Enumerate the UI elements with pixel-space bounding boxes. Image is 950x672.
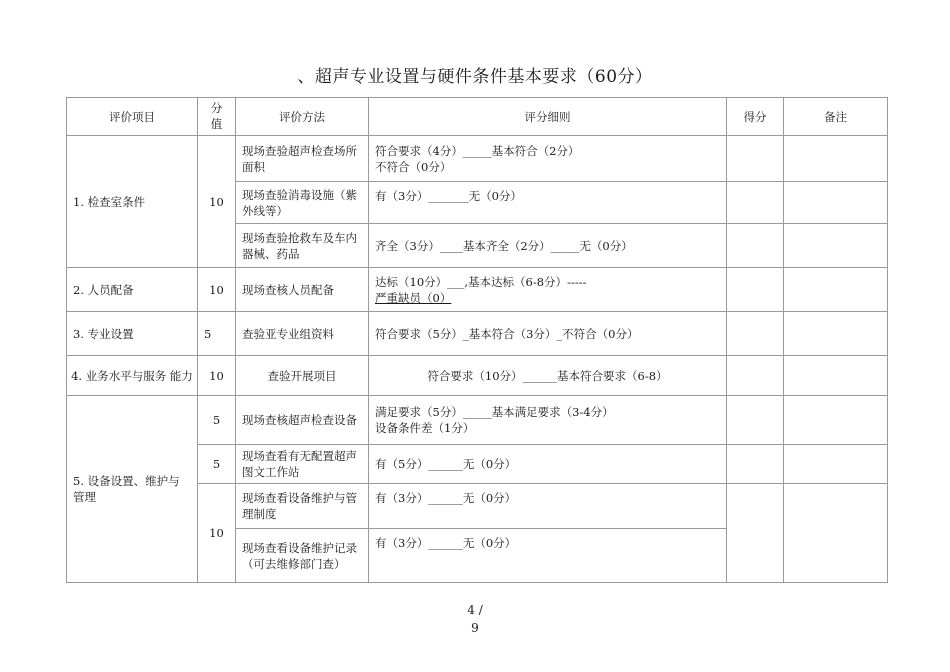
- detail-line: 符合要求（4分）_____基本符合（2分）: [375, 143, 580, 158]
- note-cell: [784, 268, 888, 312]
- detail-line: 达标（10分）___,基本达标（6-8分）-----: [375, 274, 587, 289]
- got-cell: [727, 312, 784, 356]
- header-score: 分 值: [198, 98, 236, 136]
- item-cell: 5. 设备设置、维护与管理: [67, 396, 198, 583]
- note-cell: [784, 396, 888, 445]
- score-cell: 10: [198, 484, 236, 583]
- method-cell: 现场查验消毒设施（紫外线等）: [236, 182, 369, 224]
- note-cell: [784, 182, 888, 224]
- page-total: 9: [471, 621, 479, 635]
- page-sep: /: [478, 603, 483, 617]
- got-cell: [727, 396, 784, 445]
- method-cell: 现场查核超声检查设备: [236, 396, 369, 445]
- got-cell: [727, 445, 784, 484]
- method-cell: 查验开展项目: [236, 356, 369, 396]
- got-cell: [727, 182, 784, 224]
- table-row: [67, 136, 888, 182]
- item-cell: 2. 人员配备: [67, 268, 198, 312]
- detail-cell: 有（3分）______无（0分）: [369, 484, 727, 529]
- got-cell: [727, 484, 784, 583]
- score-cell: 5: [198, 445, 236, 484]
- header-note: 备注: [784, 98, 888, 136]
- page-number: [0, 601, 950, 637]
- detail-line: 设备条件差（1分）: [375, 421, 475, 435]
- score-cell: 10: [198, 356, 236, 396]
- detail-cell: [369, 268, 727, 312]
- table-row: [67, 268, 888, 312]
- page-title: 、超声专业设置与硬件条件基本要求（60分）: [297, 67, 653, 87]
- method-cell: 查验亚专业组资料: [236, 312, 369, 356]
- score-cell: 10: [198, 268, 236, 312]
- header-item: 评价项目: [67, 98, 198, 136]
- method-cell: 现场查看设备维护与管理制度: [236, 484, 369, 529]
- note-cell: [784, 312, 888, 356]
- method-cell: 现场查核人员配备: [236, 268, 369, 312]
- item-cell: 3. 专业设置: [67, 312, 198, 356]
- detail-line: 满足要求（5分）_____基本满足要求（3-4分）: [375, 405, 614, 419]
- method-cell: 现场查看有无配置超声图文工作站: [236, 445, 369, 484]
- score-cell: 5: [198, 396, 236, 445]
- table-row: [67, 356, 888, 396]
- item-cell: 1. 检查室条件: [67, 136, 198, 268]
- note-cell: [784, 136, 888, 182]
- method-cell: 现场查验超声检查场所面积: [236, 136, 369, 182]
- detail-cell: 有（5分）______无（0分）: [369, 445, 727, 484]
- item-cell: 4. 业务水平与服务 能力: [67, 356, 198, 396]
- note-cell: [784, 356, 888, 396]
- detail-cell: [369, 136, 727, 182]
- header-method: 评价方法: [236, 98, 369, 136]
- detail-cell: [369, 396, 727, 445]
- page-current: 4: [467, 603, 475, 617]
- method-cell: 现场查看设备维护记录（可去维修部门查）: [236, 529, 369, 583]
- got-cell: [727, 268, 784, 312]
- header-got: 得分: [727, 98, 784, 136]
- detail-line: 不符合（0分）: [375, 159, 452, 174]
- detail-line: 严重缺员（0）: [375, 290, 452, 305]
- score-cell: 5: [198, 312, 236, 356]
- method-cell: 现场查验抢救车及车内器械、药品: [236, 224, 369, 268]
- note-cell: [784, 224, 888, 268]
- detail-cell: 齐全（3分）____基本齐全（2分）_____无（0分）: [369, 224, 727, 268]
- table-row: [67, 396, 888, 445]
- detail-cell: 符合要求（10分）______基本符合要求（6-8）: [369, 356, 727, 396]
- got-cell: [727, 224, 784, 268]
- got-cell: [727, 136, 784, 182]
- note-cell: [784, 445, 888, 484]
- detail-cell: 符合要求（5分）_基本符合（3分）_不符合（0分）: [369, 312, 727, 356]
- score-cell: 10: [198, 136, 236, 268]
- note-cell: [784, 484, 888, 583]
- header-detail: 评分细则: [369, 98, 727, 136]
- table-row: [67, 312, 888, 356]
- got-cell: [727, 356, 784, 396]
- detail-cell: 有（3分）______无（0分）: [369, 529, 727, 583]
- requirements-table: [66, 97, 888, 583]
- detail-cell: 有（3分）_______无（0分）: [369, 182, 727, 224]
- table-header-row: [67, 98, 888, 136]
